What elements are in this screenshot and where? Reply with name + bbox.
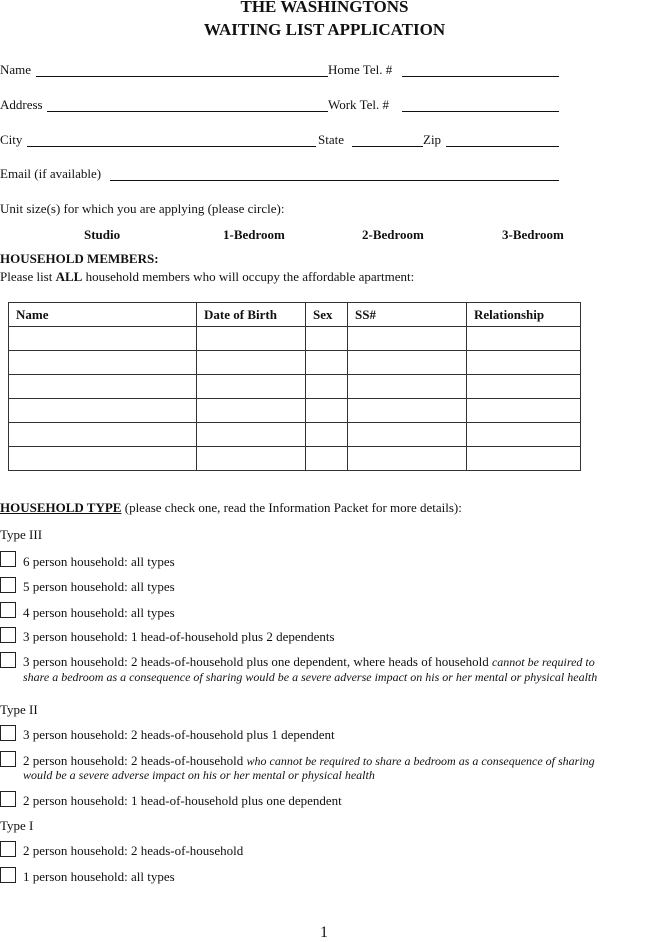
unit-option-3-bedroom[interactable]: 3-Bedroom xyxy=(502,227,564,242)
option-label: 2 person household: 2 heads-of-household xyxy=(23,843,244,858)
checkbox-type1-2-person[interactable] xyxy=(0,841,16,857)
table-cell-input[interactable] xyxy=(467,399,581,423)
state-label: State xyxy=(318,132,344,147)
checkbox-type3-3-person-2-heads[interactable] xyxy=(0,652,16,668)
zip-label: Zip xyxy=(423,132,442,147)
option-label: 2 person household: 1 head-of-household plus one dependent xyxy=(23,793,342,808)
table-row xyxy=(9,399,581,423)
home-tel-label: Home Tel. # xyxy=(328,62,393,77)
table-cell-input[interactable] xyxy=(197,447,306,471)
city-field[interactable] xyxy=(27,146,316,147)
checkbox-type1-1-person[interactable] xyxy=(0,867,16,883)
column-header-ss: SS# xyxy=(348,303,467,327)
table-cell-input[interactable] xyxy=(467,327,581,351)
type-i-label: Type I xyxy=(0,818,34,833)
option-label: 1 person household: all types xyxy=(23,869,175,884)
option-label-continued: share a bedroom as a consequence of sharing would be a severe adverse impact on his or her mental or physical health xyxy=(23,670,598,684)
table-cell-input[interactable] xyxy=(197,375,306,399)
household-members-instructions: Please list ALL household members who will occupy the affordable apartment: xyxy=(0,269,415,284)
table-cell-input[interactable] xyxy=(306,399,348,423)
checkbox-type2-2-person-1-head[interactable] xyxy=(0,791,16,807)
table-cell-input[interactable] xyxy=(9,375,197,399)
table-cell-input[interactable] xyxy=(306,351,348,375)
zip-field[interactable] xyxy=(446,146,559,147)
table-cell-input[interactable] xyxy=(9,351,197,375)
unit-size-prompt: Unit size(s) for which you are applying (please circle): xyxy=(0,201,285,216)
table-cell-input[interactable] xyxy=(9,399,197,423)
table-cell-input[interactable] xyxy=(348,327,467,351)
household-type-heading: HOUSEHOLD TYPE (please check one, read the Information Packet for more details): xyxy=(0,500,462,515)
table-cell-input[interactable] xyxy=(197,351,306,375)
option-label: 3 person household: 2 heads-of-household plus 1 dependent xyxy=(23,727,335,742)
option-label: 6 person household: all types xyxy=(23,554,175,569)
email-label: Email (if available) xyxy=(0,166,102,181)
household-members-heading: HOUSEHOLD MEMBERS: xyxy=(0,251,159,266)
work-tel-field[interactable] xyxy=(402,111,559,112)
email-field[interactable] xyxy=(110,180,559,181)
address-label: Address xyxy=(0,97,43,112)
table-row xyxy=(9,423,581,447)
type-ii-label: Type II xyxy=(0,702,38,717)
table-row xyxy=(9,375,581,399)
home-tel-field[interactable] xyxy=(402,76,559,77)
table-cell-input[interactable] xyxy=(197,327,306,351)
checkbox-type3-4-person[interactable] xyxy=(0,602,16,618)
table-cell-input[interactable] xyxy=(306,327,348,351)
table-cell-input[interactable] xyxy=(197,423,306,447)
table-cell-input[interactable] xyxy=(348,423,467,447)
checkbox-type3-5-person[interactable] xyxy=(0,577,16,593)
table-cell-input[interactable] xyxy=(467,423,581,447)
table-cell-input[interactable] xyxy=(306,375,348,399)
table-header-row xyxy=(9,303,581,327)
checkbox-type3-6-person[interactable] xyxy=(0,551,16,567)
address-field[interactable] xyxy=(47,111,328,112)
name-label: Name xyxy=(0,62,32,77)
city-label: City xyxy=(0,132,23,147)
column-header-dob: Date of Birth xyxy=(197,303,306,327)
table-row xyxy=(9,447,581,471)
column-header-relationship: Relationship xyxy=(467,303,581,327)
table-cell-input[interactable] xyxy=(9,447,197,471)
table-cell-input[interactable] xyxy=(9,327,197,351)
work-tel-label: Work Tel. # xyxy=(328,97,389,112)
table-cell-input[interactable] xyxy=(9,423,197,447)
option-label: 5 person household: all types xyxy=(23,579,175,594)
table-cell-input[interactable] xyxy=(467,375,581,399)
title-line-2: WAITING LIST APPLICATION xyxy=(203,20,446,39)
name-field[interactable] xyxy=(36,76,328,77)
unit-option-studio[interactable]: Studio xyxy=(84,227,121,242)
unit-option-2-bedroom[interactable]: 2-Bedroom xyxy=(362,227,424,242)
option-label: 3 person household: 1 head-of-household plus 2 dependents xyxy=(23,629,335,644)
table-cell-input[interactable] xyxy=(348,375,467,399)
option-label: 2 person household: 2 heads-of-household who cannot be required to share a bedroom as a consequence of sharing xyxy=(23,753,595,768)
table-row xyxy=(9,327,581,351)
table-cell-input[interactable] xyxy=(467,351,581,375)
option-label: 3 person household: 2 heads-of-household plus one dependent, where heads of household cannot be required to xyxy=(23,654,595,669)
table-row xyxy=(9,351,581,375)
option-label-continued: would be a severe adverse impact on his or her mental or physical health xyxy=(23,768,375,782)
checkbox-type3-3-person-1-head[interactable] xyxy=(0,627,16,643)
household-members-table xyxy=(8,302,581,471)
checkbox-type2-3-person[interactable] xyxy=(0,725,16,741)
column-header-name: Name xyxy=(9,303,197,327)
title-line-1: THE WASHINGTONS xyxy=(240,0,409,16)
table-cell-input[interactable] xyxy=(197,399,306,423)
table-cell-input[interactable] xyxy=(348,351,467,375)
state-field[interactable] xyxy=(352,146,423,147)
type-iii-label: Type III xyxy=(0,527,43,542)
table-cell-input[interactable] xyxy=(306,447,348,471)
page-number: 1 xyxy=(320,924,328,941)
table-cell-input[interactable] xyxy=(348,399,467,423)
checkbox-type2-2-person-2-heads[interactable] xyxy=(0,751,16,767)
table-cell-input[interactable] xyxy=(348,447,467,471)
option-label: 4 person household: all types xyxy=(23,605,175,620)
unit-option-1-bedroom[interactable]: 1-Bedroom xyxy=(223,227,285,242)
column-header-sex: Sex xyxy=(306,303,348,327)
table-cell-input[interactable] xyxy=(467,447,581,471)
table-cell-input[interactable] xyxy=(306,423,348,447)
